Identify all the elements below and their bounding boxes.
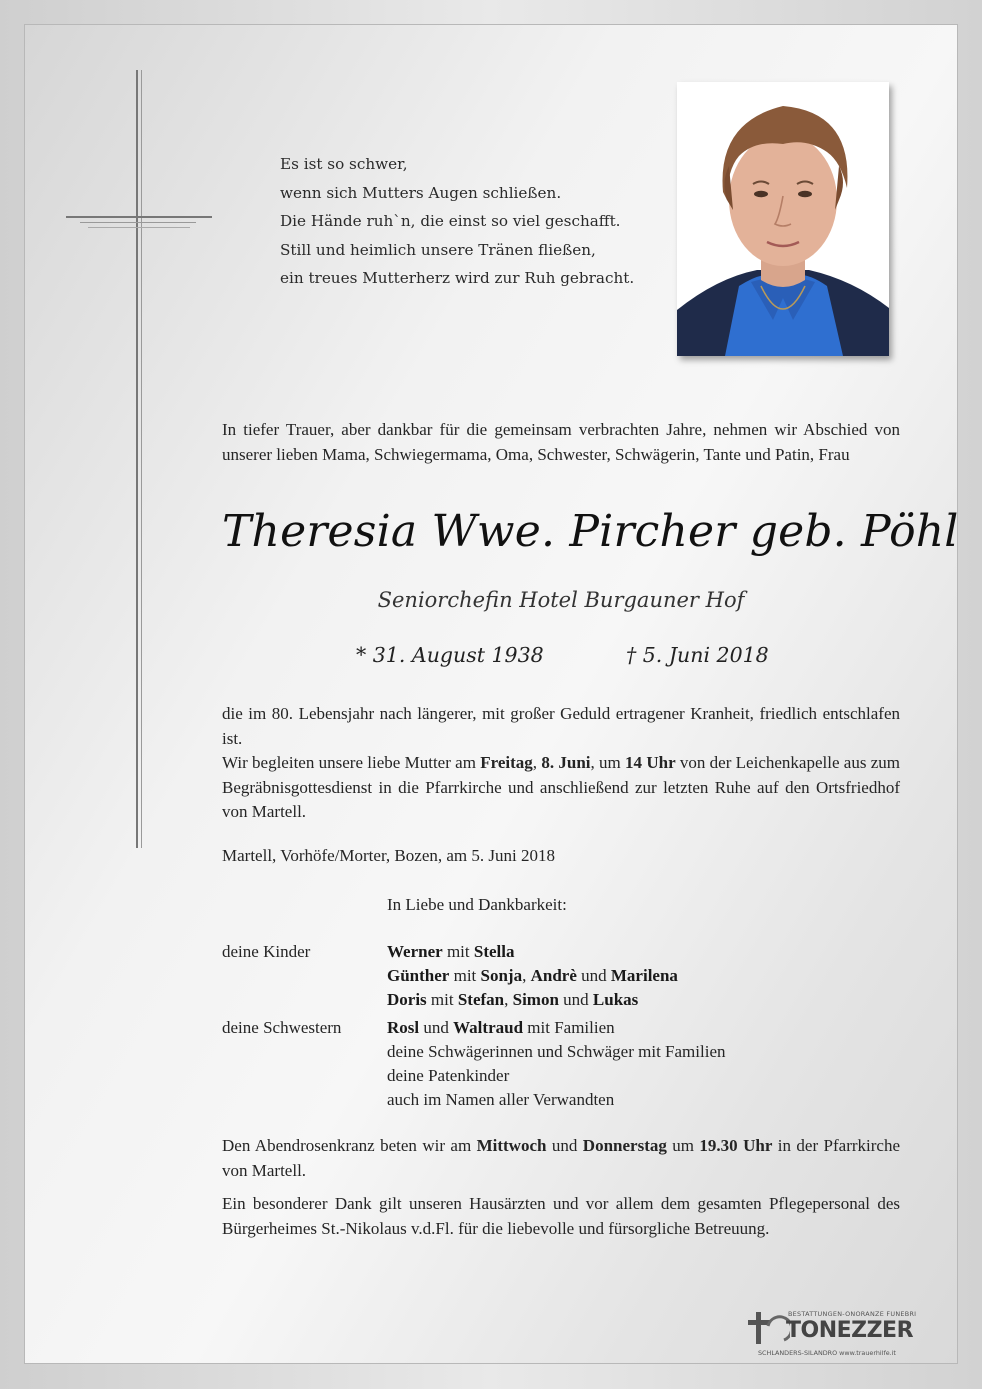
poem-line: Die Hände ruh`n, die einst so viel geschafft. <box>280 212 621 230</box>
logo-address: SCHLANDERS-SILANDRO www.trauerhilfe.it <box>758 1349 896 1357</box>
funeral-time: 14 Uhr <box>625 753 676 772</box>
family-line: Günther mit Sonja, Andrè und Marilena <box>387 966 678 985</box>
poem-line: Es ist so schwer, <box>280 155 408 173</box>
kinder-label: deine Kinder <box>222 942 311 961</box>
cross-icon <box>66 70 214 850</box>
dankbarkeit-line: In Liebe und Dankbarkeit: <box>387 895 567 914</box>
funeral-text: Wir begleiten unsere liebe Mutter am <box>222 753 481 772</box>
funeral-text: von der Leichenkapelle aus zum Begräbnisgottesdienst in die Pfarrkirche und anschließend zur letzten Ruhe auf den Ortsfriedhof von Martell. <box>222 753 900 821</box>
funeral-text: , um <box>590 753 626 772</box>
birth-date: * 31. August 1938 <box>356 643 544 667</box>
family-line: Doris mit Stefan, Simon und Lukas <box>387 990 639 1009</box>
funeral-home-logo <box>746 1310 926 1358</box>
cross-logo-icon <box>746 1310 790 1350</box>
poem-line: ein treues Mutterherz wird zur Ruh gebracht. <box>280 269 635 287</box>
funeral-date: 8. Juni <box>541 753 591 772</box>
poem <box>280 150 640 293</box>
funeral-paragraph <box>222 702 900 825</box>
poem-line: wenn sich Mutters Augen schließen. <box>280 183 562 202</box>
funeral-text: , <box>532 753 542 772</box>
family-line: auch im Namen aller Verwandten <box>387 1090 615 1109</box>
schwestern-label: deine Schwestern <box>222 1018 342 1037</box>
death-date: † 5. Juni 2018 <box>626 643 769 667</box>
death-text: die im 80. Lebensjahr nach längerer, mit großer Geduld ertragener Kranheit, friedlich entschlafen ist. <box>222 704 900 748</box>
logo-brand: TONEZZER <box>786 1318 914 1343</box>
family-line: Rosl und Waltraud mit Familien <box>387 1018 615 1037</box>
deceased-name: Theresia Wwe. Pircher geb. Pöhl <box>222 506 959 557</box>
logo-tagline: BESTATTUNGEN-ONORANZE FUNEBRI <box>788 1310 917 1318</box>
portrait-photo <box>677 82 889 356</box>
deceased-subtitle: Seniorchefin Hotel Burgauner Hof <box>377 588 745 612</box>
family-line: deine Schwägerinnen und Schwäger mit Familien <box>387 1042 726 1061</box>
family-line: Werner mit Stella <box>387 942 515 961</box>
family-line: deine Patenkinder <box>387 1066 510 1085</box>
thanks-paragraph: Ein besonderer Dank gilt unseren Hausärzten und vor allem dem gesamten Pflegepersonal des Bürgerheimes St.-Nikolaus v.d.Fl. für die liebevolle und fürsorgliche Betreuung. <box>222 1194 900 1238</box>
intro-paragraph: In tiefer Trauer, aber dankbar für die gemeinsam verbrachten Jahre, nehmen wir Abschied von unserer lieben Mama, Schwiegermama, Oma, Schwester, Schwägerin, Tante und Patin, Frau <box>222 420 900 464</box>
place-date: Martell, Vorhöfe/Morter, Bozen, am 5. Juni 2018 <box>222 846 555 865</box>
poem-line: Still und heimlich unsere Tränen fließen, <box>280 240 596 259</box>
rosary-paragraph: Den Abendrosenkranz beten wir am Mittwoch und Donnerstag um 19.30 Uhr in der Pfarrkirche von Martell. <box>222 1136 901 1180</box>
funeral-day: Freitag <box>480 753 533 772</box>
